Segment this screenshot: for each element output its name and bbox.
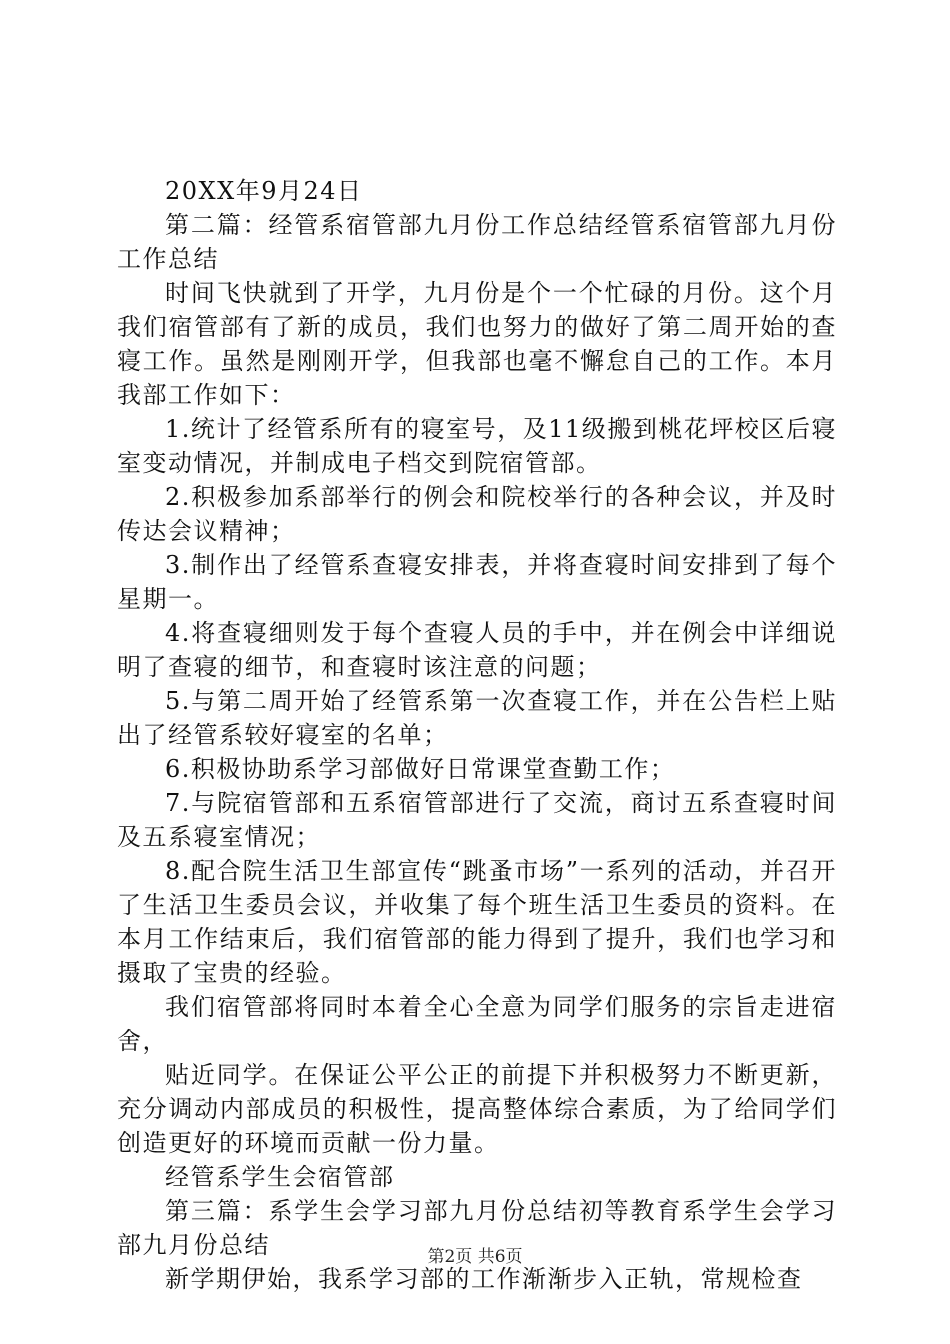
section-heading-2: 第二篇：经管系宿管部九月份工作总结经管系宿管部九月份工作总结 <box>117 211 837 273</box>
list-item-1: 1.统计了经管系所有的寝室号，及11级搬到桃花坪校区后寝室变动情况，并制成电子档交到院宿管部。 <box>117 415 837 477</box>
date-line: 20XX年9月24日 <box>165 177 363 205</box>
list-item-6: 6.积极协助系学习部做好日常课堂查勤工作； <box>165 755 676 783</box>
section-heading-3: 第三篇：系学生会学习部九月份总结初等教育系学生会学习部九月份总结 <box>117 1197 837 1259</box>
paragraph: 新学期伊始，我系学习部的工作渐渐步入正轨，常规检查 <box>165 1265 803 1293</box>
list-item-5: 5.与第二周开始了经管系第一次查寝工作，并在公告栏上贴出了经管系较好寝室的名单； <box>117 687 837 749</box>
document-body <box>117 174 837 1296</box>
paragraph: 我们宿管部将同时本着全心全意为同学们服务的宗旨走进宿舍， <box>117 993 837 1055</box>
list-item-2: 2.积极参加系部举行的例会和院校举行的各种会议，并及时传达会议精神； <box>117 483 837 545</box>
signature-line: 经管系学生会宿管部 <box>165 1163 395 1191</box>
list-item-8: 8.配合院生活卫生部宣传“跳蚤市场”一系列的活动，并召开了生活卫生委员会议，并收集了每个班生活卫生委员的资料。在本月工作结束后，我们宿管部的能力得到了提升，我们也学习和摄取了宝贵的经验。 <box>117 857 837 987</box>
list-item-3: 3.制作出了经管系查寝安排表，并将查寝时间安排到了每个星期一。 <box>117 551 837 613</box>
paragraph: 贴近同学。在保证公平公正的前提下并积极努力不断更新，充分调动内部成员的积极性，提高整体综合素质，为了给同学们创造更好的环境而贡献一份力量。 <box>117 1061 837 1157</box>
page-number-footer: 第2页 共6页 <box>427 1247 523 1267</box>
list-item-4: 4.将查寝细则发于每个查寝人员的手中，并在例会中详细说明了查寝的细节，和查寝时该注意的问题； <box>117 619 837 681</box>
list-item-7: 7.与院宿管部和五系宿管部进行了交流，商讨五系查寝时间及五系寝室情况； <box>117 789 837 851</box>
paragraph: 时间飞快就到了开学，九月份是个一个忙碌的月份。这个月我们宿管部有了新的成员，我们也努力的做好了第二周开始的查寝工作。虽然是刚刚开学，但我部也毫不懈怠自己的工作。本月我部工作如下： <box>117 279 837 409</box>
